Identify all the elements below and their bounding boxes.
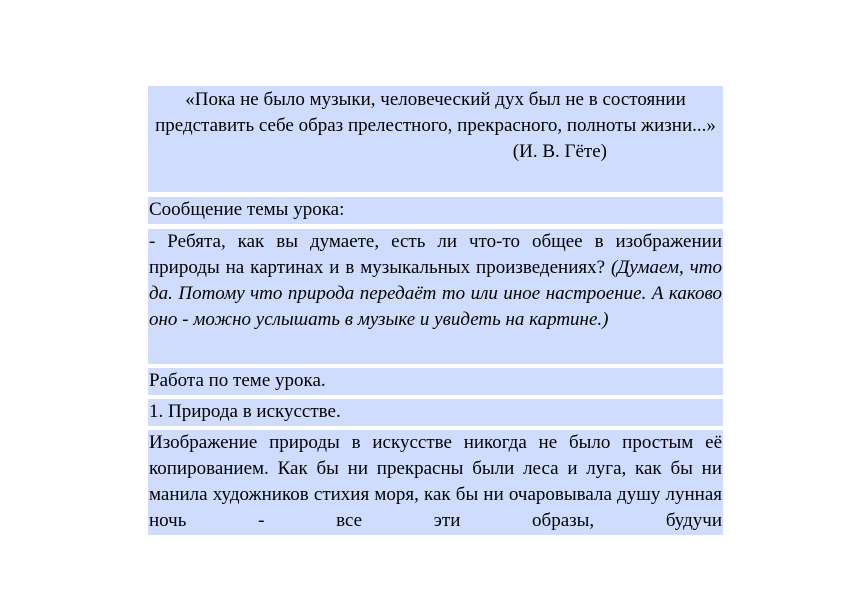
epigraph-author: (И. В. Гёте) bbox=[512, 141, 607, 162]
body-paragraph: Изображение природы в искусстве никогда не было простым её копированием. Как бы ни прекрасны были леса и луга, как бы ни манила художников стихия моря, как бы ни очаровывала душу лунная ночь - все эти образы, будучи bbox=[148, 430, 723, 535]
epigraph-quote: «Пока не было музыки, человеческий дух был не в состоянии представить себе образ прелестного, прекрасного, полноты жизни...» bbox=[155, 89, 716, 136]
lesson-topic-label: Сообщение темы урока: bbox=[148, 197, 723, 224]
lesson-work-label: Работа по теме урока. bbox=[148, 368, 723, 395]
epigraph-block bbox=[148, 86, 723, 192]
question-text: - Ребята, как вы думаете, есть ли что-то общее в изображении природы на картинах и в музыкальных произведениях? bbox=[149, 231, 722, 278]
section-title: 1. Природа в искусстве. bbox=[148, 399, 723, 426]
question-answer: (Думаем, что да. Потому что природа передаёт то или иное настроение. А каково оно - можно услышать в музыке и увидеть на картине.) bbox=[149, 257, 723, 330]
question-block bbox=[148, 229, 723, 364]
